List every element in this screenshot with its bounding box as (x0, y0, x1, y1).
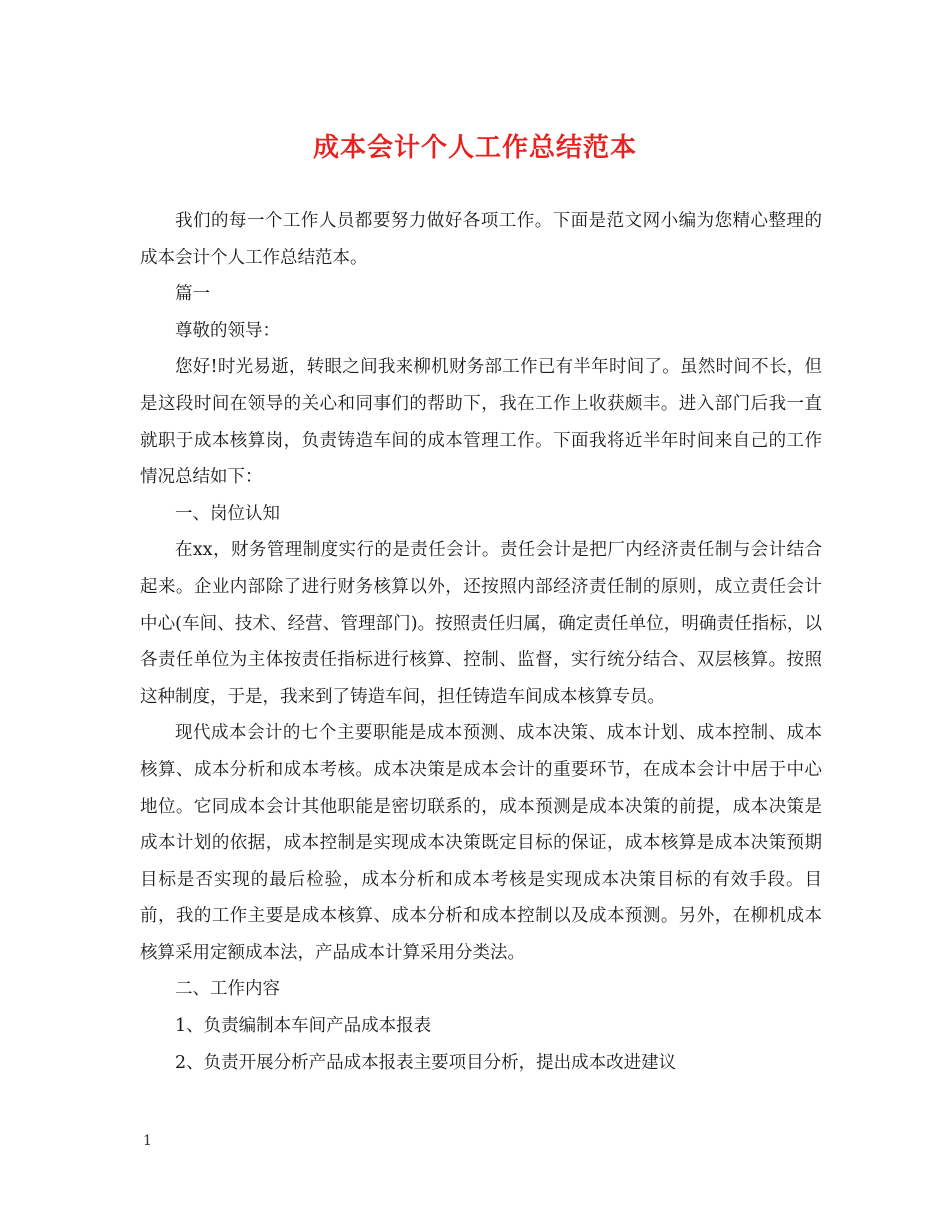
paragraph-responsibility-accounting: 在xx，财务管理制度实行的是责任会计。责任会计是把厂内经济责任制与会计结合起来。企业内部除了进行财务核算以外，还按照内部经济责任制的原则，成立责任会计中心(车间、技术、经营、管理部门)。按照责任归属，确定责任单位，明确责任指标，以各责任单位为主体按责任指标进行核算、控制、监督，实行统分结合、双层核算。按照这种制度，于是，我来到了铸造车间，担任铸造车间成本核算专员。 (140, 540, 822, 707)
paragraph-section-label: 篇一 (175, 284, 210, 305)
paragraph-item-1: 1、负责编制本车间产品成本报表 (175, 1016, 432, 1037)
paragraph-greeting: 您好!时光易逝，转眼之间我来柳机财务部工作已有半年时间了。虽然时间不长，但是这段时间在领导的关心和同事们的帮助下，我在工作上收获颇丰。进入部门后我一直就职于成本核算岗，负责铸造车间的成本管理工作。下面我将近半年时间来自己的工作情况总结如下： (140, 357, 822, 488)
document-title: 成本会计个人工作总结范本 (312, 133, 637, 163)
document-body (140, 203, 822, 1081)
paragraph-heading-role: 一、岗位认知 (175, 503, 280, 524)
paragraph-item-2: 2、负责开展分析产品成本报表主要项目分析，提出成本改进建议 (175, 1052, 677, 1073)
paragraph-salutation: 尊敬的领导： (175, 320, 280, 341)
paragraph-cost-functions: 现代成本会计的七个主要职能是成本预测、成本决策、成本计划、成本控制、成本核算、成本分析和成本考核。成本决策是成本会计的重要环节，在成本会计中居于中心地位。它同成本会计其他职能是密切联系的，成本预测是成本决策的前提，成本决策是成本计划的依据，成本控制是实现成本决策既定目标的保证，成本核算是成本决策预期目标是否实现的最后检验，成本分析和成本考核是实现成本决策目标的有效手段。目前，我的工作主要是成本核算、成本分析和成本控制以及成本预测。另外，在柳机成本核算采用定额成本法，产品成本计算采用分类法。 (140, 723, 822, 963)
paragraph-heading-work: 二、工作内容 (175, 979, 280, 1000)
paragraph-intro: 我们的每一个工作人员都要努力做好各项工作。下面是范文网小编为您精心整理的成本会计个人工作总结范本。 (140, 211, 822, 268)
page-number: 1 (143, 1133, 152, 1149)
